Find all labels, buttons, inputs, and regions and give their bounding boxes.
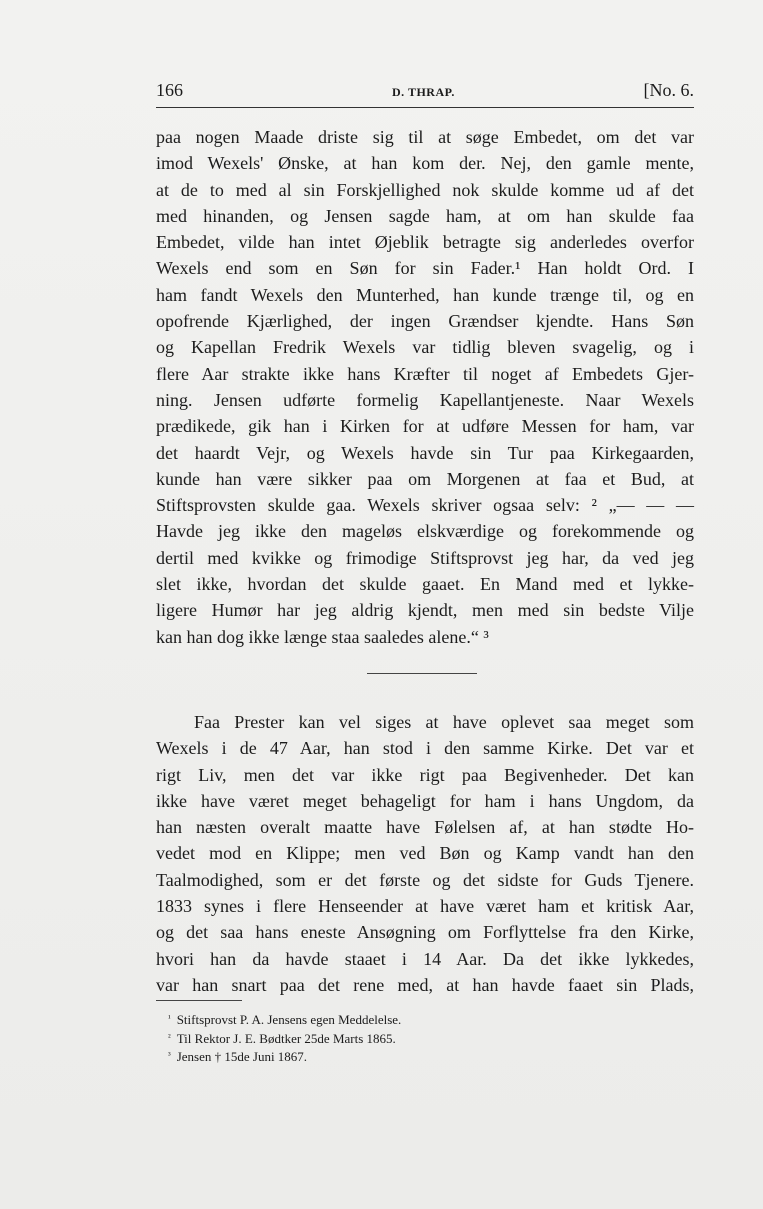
text-line: ikke have været meget behageligt for ham i hans Ungdom, da: [156, 790, 694, 811]
footnote-text: Stiftsprovst P. A. Jensens egen Meddelelse.: [176, 1012, 402, 1027]
text-line: flere Aar strakte ikke hans Kræfter til noget af Embedets Gjer-: [156, 363, 694, 384]
text-line: Faa Prester kan vel siges at have oplevet saa meget som: [194, 712, 694, 732]
text-line: rigt Liv, men det var ikke rigt paa Begivenheder. Det kan: [156, 764, 694, 785]
issue-number: [No. 6.: [643, 80, 694, 100]
text-line: og Kapellan Fredrik Wexels var tidlig bleven svagelig, og i: [156, 337, 694, 358]
text-line: dertil med kvikke og frimodige Stiftsprovst jeg har, da ved jeg: [156, 547, 694, 568]
footnote-text: Til Rektor J. E. Bødtker 25de Marts 1865.: [176, 1030, 396, 1046]
text-line: Taalmodighed, som er det første og det sidste for Guds Tjenere.: [156, 869, 694, 890]
footnotes: [168, 1010, 648, 1066]
text-line: han næsten overalt maatte have Følelsen af, at han stødte Ho-: [156, 817, 694, 838]
text-line: slet ikke, hvordan det skulde gaaet. En Mand med et lykke-: [156, 574, 694, 595]
text-line: opofrende Kjærlighed, der ingen Grændser kjendte. Hans Søn: [156, 311, 694, 332]
page-number: 166: [156, 80, 183, 100]
footnote-mark: ²: [168, 1031, 171, 1042]
text-line: hvori han da havde staaet i 14 Aar. Da det ikke lykkedes,: [156, 948, 694, 969]
text-line: kan han dog ikke længe staa saaledes alene.“ ³: [156, 626, 489, 647]
section-divider: [367, 673, 477, 674]
text-line: paa nogen Maade driste sig til at søge Embedet, om det var: [156, 127, 694, 147]
text-line: ning. Jensen udførte formelig Kapellantjeneste. Naar Wexels: [156, 389, 694, 410]
text-line: at de to med al sin Forskjellighed nok skulde komme ud af det: [156, 179, 694, 200]
footnote-mark: ¹: [168, 1013, 171, 1023]
text-line: ham fandt Wexels den Munterhed, han kunde trænge til, og en: [156, 284, 694, 305]
text-line: ligere Humør har jeg aldrig kjendt, men med sin bedste Vilje: [156, 600, 694, 621]
text-line: med hinanden, og Jensen sagde ham, at om han skulde faa: [156, 205, 694, 226]
running-title: D. THRAP.: [392, 85, 455, 99]
text-line: var han snart paa det rene med, at han havde faaet sin Plads,: [156, 974, 694, 995]
footnote: [168, 1047, 648, 1066]
footnote-mark: ³: [168, 1050, 171, 1060]
paragraph-1: [156, 124, 694, 650]
footnote-text: Jensen † 15de Juni 1867.: [176, 1049, 308, 1064]
footnote: [168, 1029, 648, 1048]
header-rule: [156, 107, 694, 108]
running-header: [156, 80, 694, 104]
text-line: 1833 synes i flere Henseender at have været ham et kritisk Aar,: [156, 896, 694, 917]
text-line: Wexels i de 47 Aar, han stod i den samme Kirke. Det var et: [156, 738, 694, 759]
text-line: kunde han være sikker paa om Morgenen at faa et Bud, at: [156, 468, 694, 489]
paragraph-2: [156, 709, 694, 998]
footnote-rule: [156, 1000, 242, 1001]
text-line: og det saa hans eneste Ansøgning om Forflyttelse fra den Kirke,: [156, 922, 694, 943]
text-line: Havde jeg ikke den mageløs elskværdige og forekommende og: [156, 521, 694, 542]
footnote: [168, 1010, 648, 1029]
text-line: det haardt Vejr, og Wexels havde sin Tur paa Kirkegaarden,: [156, 442, 694, 463]
text-line: imod Wexels' Ønske, at han kom der. Nej, den gamle mente,: [156, 153, 694, 174]
text-line: Embedet, vilde han intet Øjeblik betragte sig anderledes overfor: [156, 232, 694, 253]
text-line: vedet mod en Klippe; men ved Bøn og Kamp vandt han den: [156, 843, 694, 864]
text-line: Stiftsprovsten skulde gaa. Wexels skriver ogsaa selv: ² „— — —: [156, 495, 694, 516]
text-line: prædikede, gik han i Kirken for at udføre Messen for ham, var: [156, 416, 694, 437]
text-line: Wexels end som en Søn for sin Fader.¹ Han holdt Ord. I: [156, 258, 694, 279]
